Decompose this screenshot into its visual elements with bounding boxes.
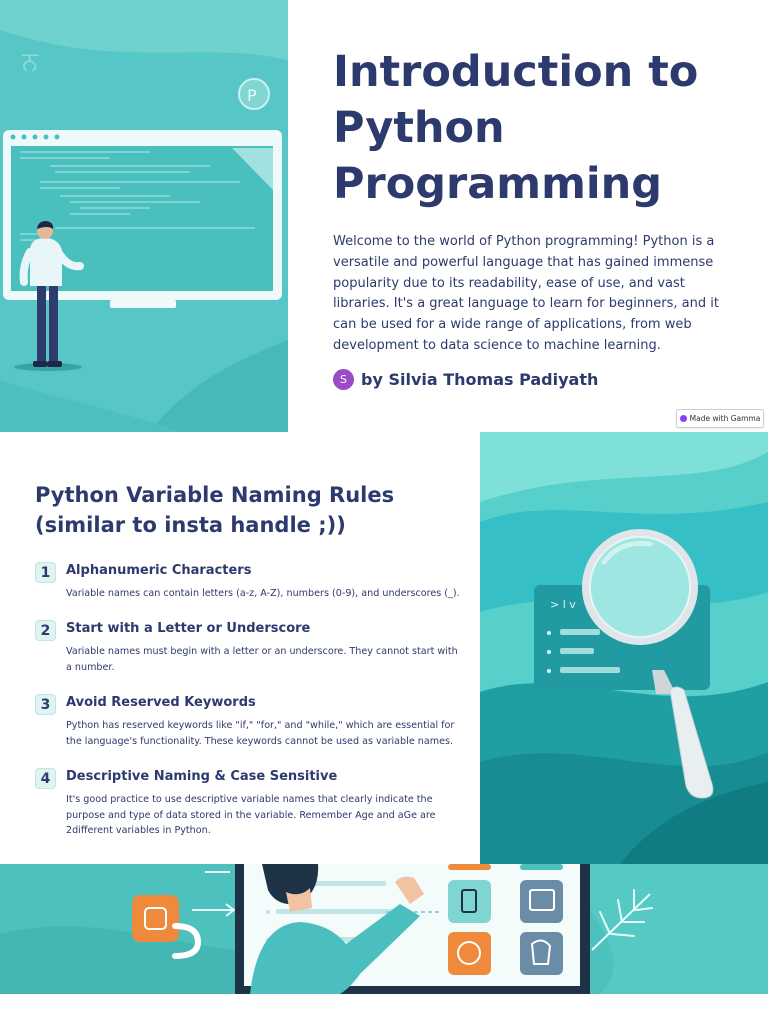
- magnifying-glass-code-illustration: [480, 432, 768, 864]
- rule-number-badge: 2: [35, 620, 56, 641]
- hero-illustration: [0, 0, 288, 432]
- slide-variable-naming-rules: [0, 432, 768, 864]
- rule-heading: Start with a Letter or Underscore: [66, 621, 311, 636]
- made-with-gamma-badge[interactable]: [676, 409, 764, 428]
- made-with-gamma-label: Made with Gamma: [689, 414, 761, 423]
- page-title: Introduction to Python Programming: [333, 47, 699, 209]
- intro-paragraph: Welcome to the world of Python programming! Python is a versatile and powerful language that has gained immense popularity due to its readability, ease of use, and vast libraries. It's a great language to learn for beginners, and it can be used for a wide range of applications, from web development to data science to machine learning.: [333, 234, 719, 353]
- svg-text:> l v: > l v: [550, 598, 576, 611]
- svg-text:ਨ: ਨ: [22, 47, 39, 77]
- rule-description: It's good practice to use descriptive variable names that clearly indicate the purpose and type of data stored in the variable. Remember Age and aGe are 2different variables in Python.: [66, 794, 436, 836]
- rule-number-badge: 4: [35, 768, 56, 789]
- rule-description: Variable names must begin with a letter or an underscore. They cannot start with a number.: [66, 646, 458, 673]
- author-name: by Silvia Thomas Padiyath: [361, 370, 599, 389]
- author-avatar: S: [333, 369, 354, 390]
- slide-banner-illustration: [0, 864, 768, 994]
- person-at-dashboard-illustration: [0, 864, 768, 994]
- rule-heading: Avoid Reserved Keywords: [66, 695, 256, 710]
- teacher-at-whiteboard-illustration: [0, 0, 288, 432]
- author-byline: [333, 369, 598, 390]
- magnifier-illustration: [480, 432, 768, 864]
- rule-heading: Alphanumeric Characters: [66, 563, 252, 578]
- rule-heading: Descriptive Naming & Case Sensitive: [66, 769, 338, 784]
- rule-description: Python has reserved keywords like "if," "for," and "while," which are essential for the language's functionality. These keywords cannot be used as variable names.: [66, 720, 455, 747]
- gamma-logo-icon: [680, 415, 687, 422]
- slide-introduction: [0, 0, 768, 432]
- rules-title: Python Variable Naming Rules (similar to insta handle ;)): [35, 483, 395, 537]
- rule-number-badge: 3: [35, 694, 56, 715]
- page-bottom-whitespace: [0, 994, 768, 1024]
- rule-number-badge: 1: [35, 562, 56, 583]
- rule-description: Variable names can contain letters (a-z, A-Z), numbers (0-9), and underscores (_).: [66, 588, 460, 599]
- svg-text:P: P: [247, 86, 257, 105]
